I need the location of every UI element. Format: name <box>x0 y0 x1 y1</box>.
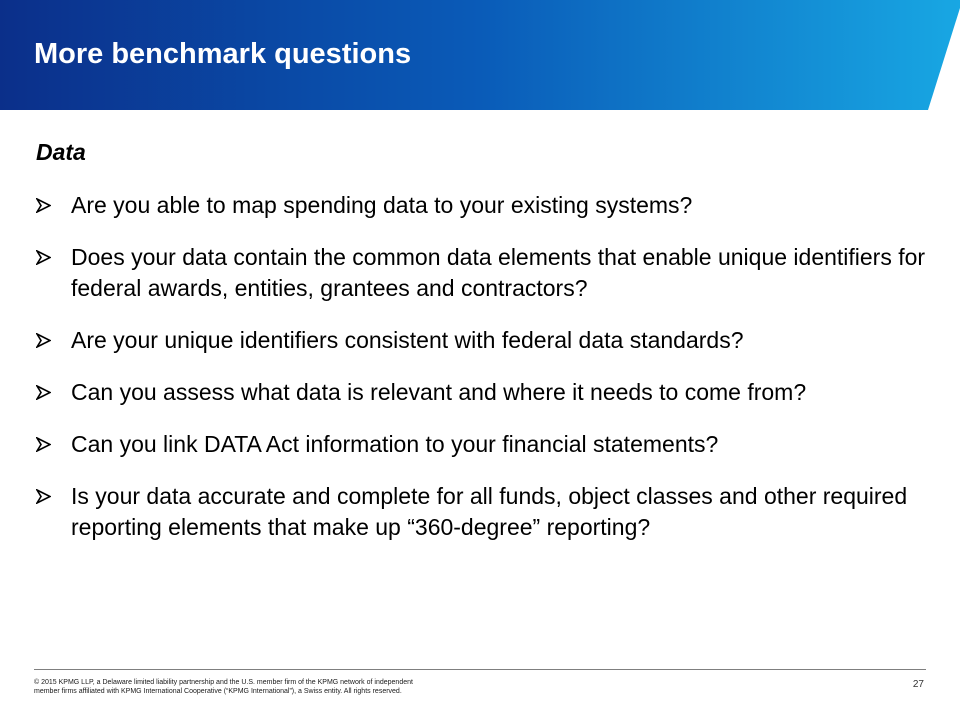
legal-line-2: member firms affiliated with KPMG International Cooperative (“KPMG International”), a Swiss entity. All rights reserved. <box>34 688 402 695</box>
list-item-text: Are your unique identifiers consistent with federal data standards? <box>71 327 744 353</box>
footer-divider <box>34 669 926 670</box>
page-number: 27 <box>912 679 924 690</box>
arrow-bullet-icon <box>36 429 58 460</box>
list-item-text: Is your data accurate and complete for all funds, object classes and other required reporting elements that make up “360-degree” reporting? <box>71 483 908 540</box>
list-item-text: Can you assess what data is relevant and where it needs to come from? <box>71 379 807 405</box>
arrow-bullet-icon <box>36 377 58 408</box>
list-item <box>36 429 936 460</box>
arrow-bullet-icon <box>36 481 58 512</box>
section-heading: Data <box>36 139 86 165</box>
question-list <box>36 190 936 564</box>
list-item-text: Are you able to map spending data to your existing systems? <box>71 192 693 218</box>
arrow-bullet-icon <box>36 242 58 273</box>
list-item <box>36 242 936 304</box>
list-item <box>36 190 936 221</box>
footer-legal-notice <box>34 678 554 696</box>
list-item-text: Does your data contain the common data elements that enable unique identifiers for federal awards, entities, grantees and contractors? <box>71 244 926 301</box>
arrow-bullet-icon <box>36 190 58 221</box>
list-item <box>36 481 936 543</box>
list-item-text: Can you link DATA Act information to your financial statements? <box>71 431 719 457</box>
list-item <box>36 325 936 356</box>
list-item <box>36 377 936 408</box>
arrow-bullet-icon <box>36 325 58 356</box>
legal-line-1: © 2015 KPMG LLP, a Delaware limited liability partnership and the U.S. member firm of the KPMG network of independent <box>34 679 413 686</box>
slide-title: More benchmark questions <box>34 38 412 70</box>
